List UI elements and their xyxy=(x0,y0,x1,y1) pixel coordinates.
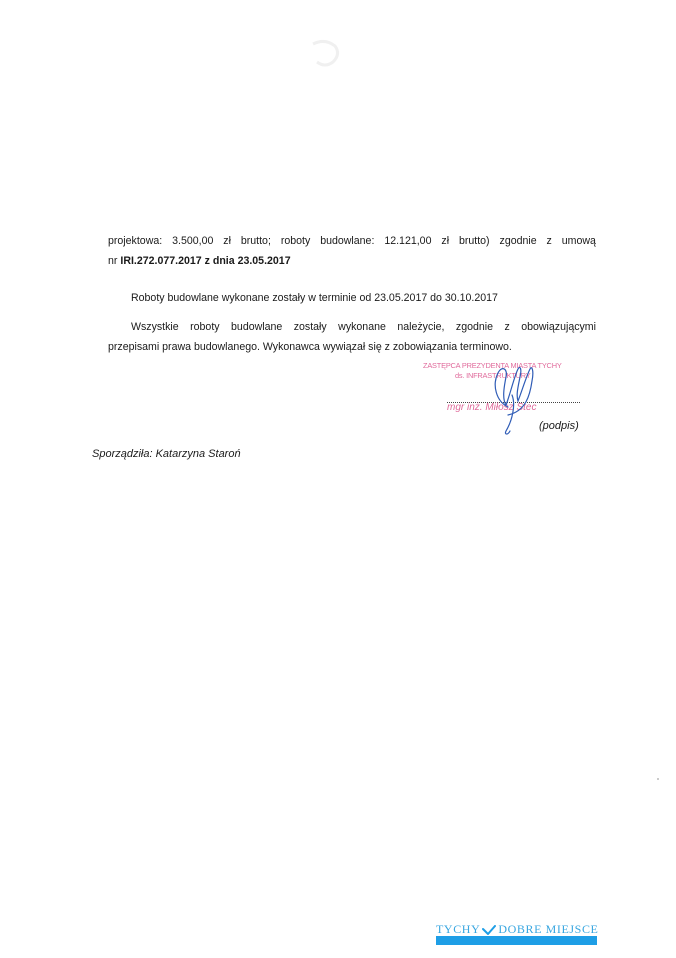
p1l1-word: brutto) xyxy=(458,235,490,247)
signature-caption: (podpis) xyxy=(539,420,579,432)
paragraph-2: Roboty budowlane wykonane zostały w terminie od 23.05.2017 do 30.10.2017 xyxy=(131,292,498,304)
p1l1-word: brutto; xyxy=(240,235,271,247)
p3l1-word: obowiązującymi xyxy=(521,321,596,333)
footer-logo-right: DOBRE MIEJSCE xyxy=(498,922,599,936)
checkmark-icon xyxy=(482,925,496,935)
p3l1-word: zgodnie xyxy=(455,321,493,333)
p1l1-word: zł xyxy=(223,235,231,247)
p3l1-word: zostały xyxy=(293,321,327,333)
p3l1-word: z xyxy=(504,321,510,333)
scan-speck xyxy=(657,778,659,780)
author-line: Sporządziła: Katarzyna Staroń xyxy=(92,448,241,460)
p1l1-word: umową xyxy=(561,235,596,247)
paragraph-3-line-2: przepisami prawa budowlanego. Wykonawca wywiązał się z zobowiązania terminowo. xyxy=(108,341,512,353)
footer-logo xyxy=(436,922,599,937)
p1l1-word: 12.121,00 xyxy=(384,235,432,247)
p3l1-word: budowlane xyxy=(231,321,283,333)
paragraph-1-line-1 xyxy=(108,236,596,247)
p1l1-word: 3.500,00 xyxy=(172,235,214,247)
stamp-line-title: ZASTĘPCA PREZYDENTA MIASTA TYCHY xyxy=(423,361,562,370)
p1l1-word: z xyxy=(546,235,552,247)
stamp-signer-name: mgr inż. Miłosz Stec xyxy=(447,402,537,413)
p3l1-word: należycie, xyxy=(397,321,445,333)
p1l1-word: budowlane: xyxy=(320,235,375,247)
p3l1-word: Wszystkie xyxy=(131,321,179,333)
p1l1-word: roboty xyxy=(280,235,311,247)
scan-watermark-mark xyxy=(305,36,345,72)
paragraph-1-line-2 xyxy=(108,256,291,267)
contract-number: IRI.272.077.2017 z dnia 23.05.2017 xyxy=(120,255,291,267)
p1l1-word: zł xyxy=(441,235,450,247)
stamp-line-department: ds. INFRASTRUKTURY xyxy=(455,371,531,380)
paragraph-3-line-1 xyxy=(131,322,596,333)
p1l1-word: zgodnie xyxy=(499,235,537,247)
p3l1-word: roboty xyxy=(190,321,220,333)
p1l1-word: projektowa: xyxy=(108,235,163,247)
p3l1-word: wykonane xyxy=(338,321,386,333)
footer-logo-bar xyxy=(436,936,597,945)
contract-number-prefix: nr xyxy=(108,255,121,267)
handwritten-signature xyxy=(478,355,548,437)
footer-logo-left: TYCHY xyxy=(436,922,481,936)
